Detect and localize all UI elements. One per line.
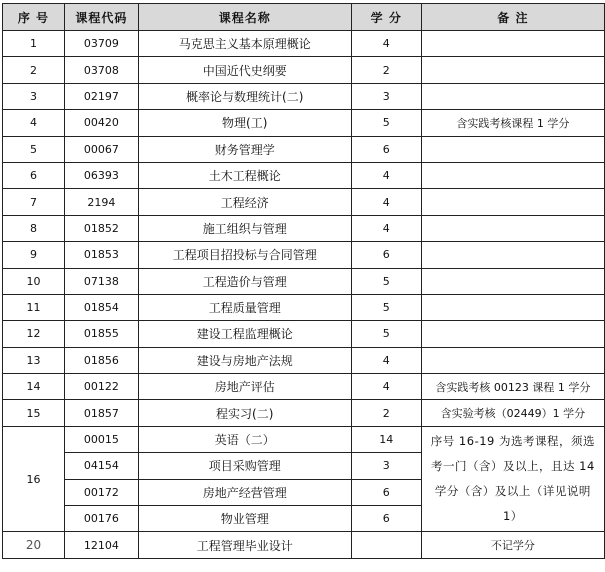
cell-code: 02197 — [64, 83, 138, 109]
cell-name: 房地产经营管理 — [138, 479, 351, 505]
cell-name: 土木工程概论 — [138, 162, 351, 188]
cell-code: 00015 — [64, 426, 138, 452]
cell-seq: 11 — [3, 294, 65, 320]
cell-name: 工程管理毕业设计 — [138, 532, 351, 558]
cell-credit: 4 — [351, 189, 421, 215]
cell-seq: 3 — [3, 83, 65, 109]
cell-credit: 4 — [351, 374, 421, 400]
cell-code: 2194 — [64, 189, 138, 215]
cell-remark: 含实践考核 00123 课程 1 学分 — [421, 374, 604, 400]
cell-code: 01855 — [64, 321, 138, 347]
cell-remark — [421, 321, 604, 347]
cell-remark — [421, 83, 604, 109]
cell-seq: 8 — [3, 215, 65, 241]
cell-remark — [421, 31, 604, 57]
cell-remark — [421, 242, 604, 268]
table-row — [3, 189, 605, 215]
cell-code: 01853 — [64, 242, 138, 268]
cell-remark — [421, 268, 604, 294]
cell-code: 01854 — [64, 294, 138, 320]
cell-name: 项目采购管理 — [138, 453, 351, 479]
cell-remark — [421, 294, 604, 320]
cell-credit: 4 — [351, 162, 421, 188]
cell-remark: 含实验考核（02449）1 学分 — [421, 400, 604, 426]
course-table — [2, 3, 605, 559]
cell-remark — [421, 136, 604, 162]
header-remark: 备 注 — [421, 4, 604, 31]
cell-name: 概率论与数理统计(二) — [138, 83, 351, 109]
cell-code: 06393 — [64, 162, 138, 188]
cell-code: 01856 — [64, 347, 138, 373]
cell-name: 物业管理 — [138, 506, 351, 532]
cell-credit: 5 — [351, 321, 421, 347]
cell-remark: 不记学分 — [421, 532, 604, 558]
cell-code: 04154 — [64, 453, 138, 479]
cell-seq: 9 — [3, 242, 65, 268]
cell-remark — [421, 57, 604, 83]
cell-seq: 10 — [3, 268, 65, 294]
table-row — [3, 321, 605, 347]
table-row — [3, 31, 605, 57]
cell-credit: 6 — [351, 479, 421, 505]
cell-credit: 4 — [351, 215, 421, 241]
cell-credit: 2 — [351, 57, 421, 83]
table-row-final — [3, 532, 605, 558]
cell-name: 马克思主义基本原理概论 — [138, 31, 351, 57]
table-row — [3, 347, 605, 373]
cell-credit: 14 — [351, 426, 421, 452]
cell-code: 01857 — [64, 400, 138, 426]
cell-credit: 3 — [351, 83, 421, 109]
cell-remark: 含实践考核课程 1 学分 — [421, 110, 604, 136]
cell-name: 财务管理学 — [138, 136, 351, 162]
cell-remark — [421, 162, 604, 188]
cell-remark — [421, 215, 604, 241]
cell-name: 工程项目招投标与合同管理 — [138, 242, 351, 268]
cell-code: 12104 — [64, 532, 138, 558]
cell-seq: 2 — [3, 57, 65, 83]
table-row — [3, 162, 605, 188]
cell-name: 工程质量管理 — [138, 294, 351, 320]
cell-seq: 7 — [3, 189, 65, 215]
cell-name: 工程经济 — [138, 189, 351, 215]
table-row — [3, 268, 605, 294]
cell-name: 英语（二） — [138, 426, 351, 452]
table-row — [3, 83, 605, 109]
table-row — [3, 110, 605, 136]
header-name: 课程名称 — [138, 4, 351, 31]
cell-code: 00176 — [64, 506, 138, 532]
cell-credit — [351, 532, 421, 558]
cell-code: 00122 — [64, 374, 138, 400]
cell-code: 00420 — [64, 110, 138, 136]
table-row — [3, 294, 605, 320]
cell-seq: 1 — [3, 31, 65, 57]
cell-remark — [421, 189, 604, 215]
cell-code: 00172 — [64, 479, 138, 505]
cell-credit: 5 — [351, 294, 421, 320]
cell-code: 00067 — [64, 136, 138, 162]
header-credit: 学 分 — [351, 4, 421, 31]
cell-code: 01852 — [64, 215, 138, 241]
cell-name: 施工组织与管理 — [138, 215, 351, 241]
cell-seq: 12 — [3, 321, 65, 347]
cell-code: 07138 — [64, 268, 138, 294]
cell-seq: 14 — [3, 374, 65, 400]
cell-credit: 4 — [351, 31, 421, 57]
cell-credit: 6 — [351, 506, 421, 532]
cell-seq: 6 — [3, 162, 65, 188]
cell-seq: 13 — [3, 347, 65, 373]
table-row — [3, 374, 605, 400]
table-row — [3, 215, 605, 241]
cell-name: 中国近代史纲要 — [138, 57, 351, 83]
cell-credit: 5 — [351, 110, 421, 136]
table-row — [3, 136, 605, 162]
cell-name: 房地产评估 — [138, 374, 351, 400]
table-row — [3, 400, 605, 426]
cell-credit: 4 — [351, 347, 421, 373]
cell-credit: 2 — [351, 400, 421, 426]
cell-credit: 6 — [351, 242, 421, 268]
cell-name: 程实习(二) — [138, 400, 351, 426]
cell-seq-merged: 16 — [3, 426, 65, 532]
cell-name: 物理(工) — [138, 110, 351, 136]
cell-remark — [421, 347, 604, 373]
table-row — [3, 57, 605, 83]
table-row-elective — [3, 426, 605, 452]
elective-note: 序号 16-19 为选考课程，须选考一门（含）及以上，且达 14 学分（含）及以上（详见说明 1） — [421, 426, 604, 532]
course-table-container — [2, 3, 605, 559]
cell-credit: 3 — [351, 453, 421, 479]
cell-name: 工程造价与管理 — [138, 268, 351, 294]
cell-credit: 6 — [351, 136, 421, 162]
table-row — [3, 242, 605, 268]
cell-name: 建设工程监理概论 — [138, 321, 351, 347]
cell-seq: 5 — [3, 136, 65, 162]
cell-seq: 15 — [3, 400, 65, 426]
header-seq: 序 号 — [3, 4, 65, 31]
cell-credit: 5 — [351, 268, 421, 294]
cell-seq: 20 — [3, 532, 65, 558]
cell-code: 03708 — [64, 57, 138, 83]
header-row — [3, 4, 605, 31]
cell-name: 建设与房地产法规 — [138, 347, 351, 373]
header-code: 课程代码 — [64, 4, 138, 31]
cell-seq: 4 — [3, 110, 65, 136]
cell-code: 03709 — [64, 31, 138, 57]
